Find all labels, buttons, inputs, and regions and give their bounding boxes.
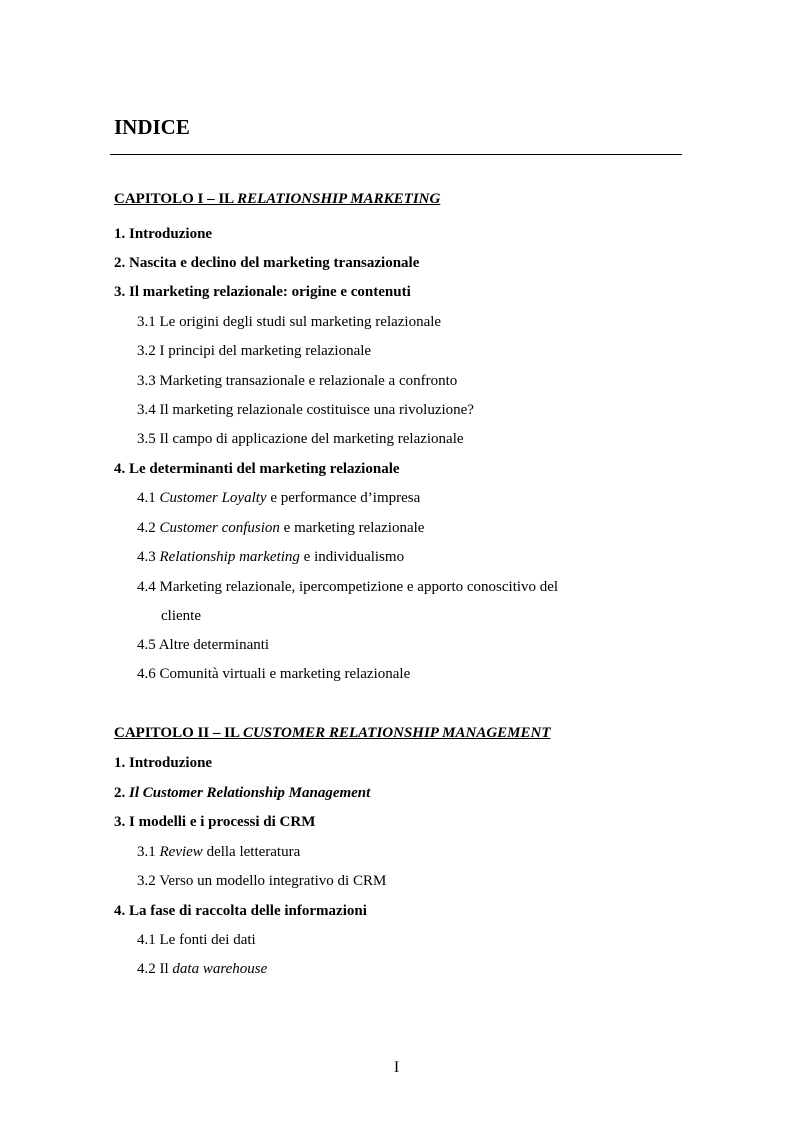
toc-entry-number: 2.	[114, 785, 126, 801]
toc-subentry	[137, 519, 424, 537]
toc-entry-italic: Customer Loyalty	[159, 490, 267, 506]
toc-entry-number: 4.	[114, 903, 126, 919]
toc-entry-number: 4.1	[137, 490, 156, 506]
toc-entry-number: 4.4	[137, 579, 156, 595]
chapter-heading-italic: RELATIONSHIP MARKETING	[237, 191, 441, 207]
toc-entry-number: 4.6	[137, 666, 156, 682]
toc-entry-number: 3.5	[137, 431, 156, 447]
toc-entry-italic: Relationship marketing	[159, 549, 300, 565]
toc-entry-number: 3.	[114, 814, 126, 830]
chapter-heading	[114, 724, 551, 742]
toc-subentry	[137, 931, 256, 949]
toc-entry-number: 4.	[114, 461, 126, 477]
toc-entry-number: 2.	[114, 255, 126, 271]
toc-entry-number: 3.2	[137, 343, 156, 359]
toc-entry-text: e performance d’impresa	[266, 490, 421, 506]
toc-entry-text: e marketing relazionale	[279, 520, 425, 536]
chapter-heading-prefix: CAPITOLO I – IL	[114, 191, 238, 207]
toc-entry-text: Introduzione	[129, 755, 213, 771]
toc-subentry	[137, 342, 371, 360]
toc-entry-text: Introduzione	[129, 226, 213, 242]
toc-entry-number: 4.5	[137, 637, 156, 653]
toc-entry-italic: Customer Relationship Management	[142, 785, 371, 801]
toc-entry-number: 4.1	[137, 932, 156, 948]
chapter-heading-italic: CUSTOMER RELATIONSHIP MANAGEMENT	[242, 725, 551, 741]
toc-entry-lead: Il	[129, 785, 140, 801]
toc-entry-number: 4.3	[137, 549, 156, 565]
toc-entry-text: Le fonti dei dati	[159, 932, 256, 948]
toc-entry-text: Comunità virtuali e marketing relazionale	[159, 666, 411, 682]
page-number: I	[393, 1059, 400, 1076]
toc-entry-text: Le determinanti del marketing relazionale	[129, 461, 400, 477]
toc-entry-italic: data warehouse	[172, 961, 268, 977]
toc-subentry	[137, 401, 474, 419]
toc-subentry	[137, 313, 441, 331]
toc-entry-number: 3.2	[137, 873, 156, 889]
toc-entry-text: Il campo di applicazione del marketing relazionale	[159, 431, 464, 447]
toc-entry	[114, 784, 370, 802]
toc-entry	[114, 283, 411, 301]
toc-subentry	[137, 430, 464, 448]
toc-entry-number: 4.2	[137, 520, 156, 536]
toc-subentry-continuation: cliente	[161, 608, 201, 624]
toc-entry-text: Verso un modello integrativo di CRM	[159, 873, 387, 889]
toc-entry-text: Marketing transazionale e relazionale a confronto	[159, 373, 458, 389]
toc-subentry	[137, 843, 300, 861]
toc-entry-italic: Review	[159, 844, 203, 860]
toc-entry-text: Marketing relazionale, ipercompetizione e apporto conoscitivo del	[159, 579, 559, 595]
toc-subentry	[137, 665, 410, 683]
toc-entry-number: 3.4	[137, 402, 156, 418]
toc-entry-text: La fase di raccolta delle informazioni	[129, 903, 367, 919]
toc-entry-text: I modelli e i processi di CRM	[129, 814, 316, 830]
toc-entry-lead: Il	[159, 961, 169, 977]
chapter-heading	[114, 190, 440, 208]
toc-entry-text: I principi del marketing relazionale	[159, 343, 372, 359]
toc-entry	[114, 460, 400, 478]
toc-entry-number: 4.2	[137, 961, 156, 977]
toc-subentry	[137, 872, 386, 890]
toc-entry-text: Il marketing relazionale costituisce una rivoluzione?	[159, 402, 474, 418]
toc-entry	[114, 813, 315, 831]
toc-subentry	[137, 489, 420, 507]
toc-entry	[114, 754, 212, 772]
toc-entry-number: 1.	[114, 226, 126, 242]
toc-subentry	[137, 578, 558, 596]
toc-entry-text: Il marketing relazionale: origine e contenuti	[129, 284, 411, 300]
toc-entry-number: 3.1	[137, 844, 156, 860]
toc-entry	[114, 225, 212, 243]
toc-subentry	[137, 372, 457, 390]
toc-entry	[114, 254, 419, 272]
toc-entry-number: 1.	[114, 755, 126, 771]
toc-entry-text: Le origini degli studi sul marketing relazionale	[159, 314, 442, 330]
toc-entry-text: Nascita e declino del marketing transazionale	[129, 255, 420, 271]
toc-entry-number: 3.1	[137, 314, 156, 330]
page-title: INDICE	[114, 115, 190, 139]
chapter-heading-prefix: CAPITOLO II – IL	[114, 725, 243, 741]
toc-entry-text: e individualismo	[299, 549, 405, 565]
toc-subentry	[137, 548, 404, 566]
toc-entry-number: 3.	[114, 284, 126, 300]
toc-entry	[114, 902, 367, 920]
toc-subentry	[137, 636, 269, 654]
toc-entry-text: della letteratura	[202, 844, 301, 860]
toc-subentry	[137, 960, 267, 978]
toc-entry-number: 3.3	[137, 373, 156, 389]
toc-entry-italic: Customer confusion	[159, 520, 280, 536]
toc-entry-text: Altre determinanti	[158, 637, 270, 653]
title-divider	[110, 154, 682, 155]
